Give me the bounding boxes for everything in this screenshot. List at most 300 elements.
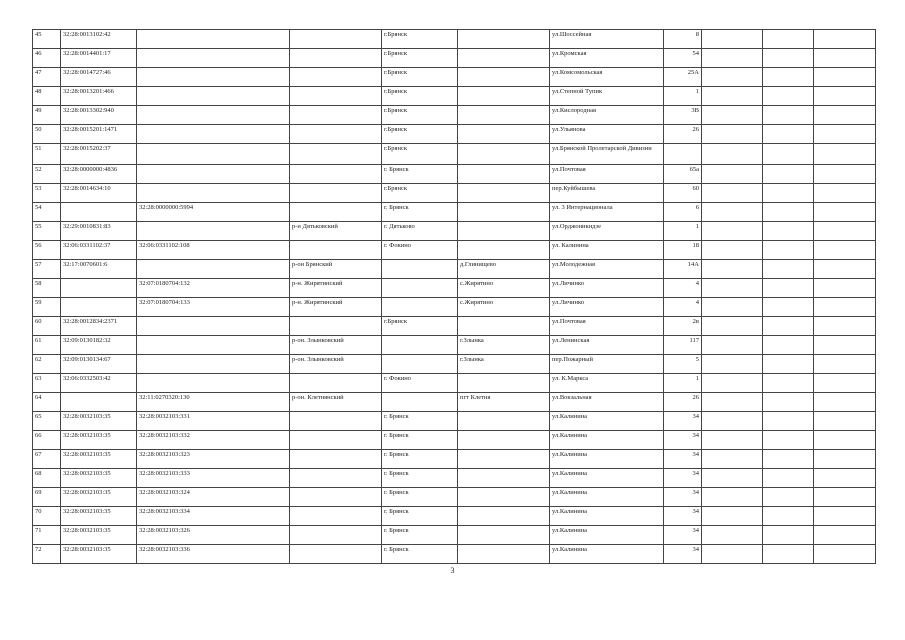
city-cell: г.Брянск — [382, 317, 458, 336]
table-row — [33, 30, 876, 49]
district-cell — [290, 507, 382, 526]
district-cell — [290, 125, 382, 144]
empty-cell — [702, 241, 763, 260]
table-row — [33, 450, 876, 469]
table-body — [33, 30, 876, 564]
house-number-cell: 34 — [664, 526, 702, 545]
district-cell — [290, 488, 382, 507]
city-cell: г.Брянск — [382, 87, 458, 106]
empty-cell — [702, 298, 763, 317]
settlement-cell — [458, 125, 550, 144]
empty-cell — [763, 184, 814, 203]
city-cell — [382, 355, 458, 374]
street-cell: ул.Калинина — [550, 469, 664, 488]
cadastral-number-cell: 32:28:0032103:35 — [61, 488, 137, 507]
empty-cell — [814, 260, 876, 279]
empty-cell — [814, 317, 876, 336]
cadastral-number-2-cell: 32:07:0180704:133 — [137, 298, 290, 317]
cadastral-number-cell — [61, 203, 137, 222]
empty-cell — [763, 526, 814, 545]
city-cell: г. Дятьково — [382, 222, 458, 241]
empty-cell — [763, 49, 814, 68]
table-row — [33, 260, 876, 279]
settlement-cell — [458, 412, 550, 431]
empty-cell — [814, 165, 876, 184]
city-cell: г. Брянск — [382, 469, 458, 488]
row-number-cell: 72 — [33, 545, 61, 564]
empty-cell — [763, 431, 814, 450]
district-cell — [290, 144, 382, 165]
empty-cell — [814, 412, 876, 431]
table-row — [33, 545, 876, 564]
house-number-cell: 34 — [664, 545, 702, 564]
city-cell: г.Брянск — [382, 184, 458, 203]
house-number-cell: 117 — [664, 336, 702, 355]
city-cell: г. Брянск — [382, 412, 458, 431]
empty-cell — [763, 393, 814, 412]
row-number-cell: 63 — [33, 374, 61, 393]
settlement-cell — [458, 49, 550, 68]
empty-cell — [702, 431, 763, 450]
cadastral-number-2-cell: 32:06:0331102:108 — [137, 241, 290, 260]
city-cell — [382, 393, 458, 412]
empty-cell — [814, 526, 876, 545]
empty-cell — [814, 30, 876, 49]
empty-cell — [702, 545, 763, 564]
city-cell: г.Брянск — [382, 68, 458, 87]
house-number-cell: 34 — [664, 450, 702, 469]
city-cell: г. Брянск — [382, 488, 458, 507]
house-number-cell: 65а — [664, 165, 702, 184]
cadastral-number-cell: 32:28:0013201:466 — [61, 87, 137, 106]
row-number-cell: 49 — [33, 106, 61, 125]
empty-cell — [702, 165, 763, 184]
cadastral-number-cell: 32:28:0032103:35 — [61, 450, 137, 469]
empty-cell — [763, 469, 814, 488]
house-number-cell: 2в — [664, 317, 702, 336]
cadastral-number-2-cell — [137, 49, 290, 68]
row-number-cell: 71 — [33, 526, 61, 545]
cadastral-number-cell: 32:28:0032103:35 — [61, 469, 137, 488]
settlement-cell — [458, 507, 550, 526]
district-cell — [290, 431, 382, 450]
empty-cell — [702, 184, 763, 203]
empty-cell — [763, 30, 814, 49]
row-number-cell: 47 — [33, 68, 61, 87]
table-row — [33, 412, 876, 431]
cadastral-number-2-cell — [137, 106, 290, 125]
row-number-cell: 68 — [33, 469, 61, 488]
cadastral-number-2-cell: 32:28:0032103:324 — [137, 488, 290, 507]
house-number-cell: 14А — [664, 260, 702, 279]
empty-cell — [763, 222, 814, 241]
table-row — [33, 144, 876, 165]
street-cell: ул.Калинина — [550, 545, 664, 564]
cadastral-number-2-cell — [137, 68, 290, 87]
district-cell: р-он. Злынковский — [290, 336, 382, 355]
city-cell: г.Брянск — [382, 49, 458, 68]
street-cell: пер.Куйбышева — [550, 184, 664, 203]
district-cell — [290, 30, 382, 49]
district-cell — [290, 317, 382, 336]
street-cell: ул.Шоссейная — [550, 30, 664, 49]
row-number-cell: 58 — [33, 279, 61, 298]
cadastral-number-cell: 32:28:0032103:35 — [61, 431, 137, 450]
cadastral-number-cell: 32:09:0130182:32 — [61, 336, 137, 355]
settlement-cell: с.Жирятино — [458, 279, 550, 298]
row-number-cell: 60 — [33, 317, 61, 336]
settlement-cell — [458, 184, 550, 203]
cadastral-number-cell: 32:28:0012834:2371 — [61, 317, 137, 336]
district-cell: р-н Дятьковский — [290, 222, 382, 241]
settlement-cell — [458, 87, 550, 106]
row-number-cell: 69 — [33, 488, 61, 507]
empty-cell — [814, 355, 876, 374]
cadastral-number-2-cell: 32:28:0032103:323 — [137, 450, 290, 469]
house-number-cell: 26 — [664, 125, 702, 144]
empty-cell — [814, 431, 876, 450]
settlement-cell: г.Злынка — [458, 336, 550, 355]
row-number-cell: 56 — [33, 241, 61, 260]
table-row — [33, 87, 876, 106]
cadastral-number-cell — [61, 298, 137, 317]
street-cell: ул.Ленинская — [550, 336, 664, 355]
street-cell: ул.Калинина — [550, 450, 664, 469]
cadastral-number-cell: 32:28:0032103:35 — [61, 545, 137, 564]
empty-cell — [702, 144, 763, 165]
empty-cell — [702, 106, 763, 125]
table-row — [33, 165, 876, 184]
empty-cell — [814, 336, 876, 355]
settlement-cell — [458, 68, 550, 87]
row-number-cell: 53 — [33, 184, 61, 203]
empty-cell — [814, 144, 876, 165]
district-cell — [290, 450, 382, 469]
settlement-cell — [458, 30, 550, 49]
empty-cell — [702, 30, 763, 49]
cadastral-number-2-cell — [137, 260, 290, 279]
table-row — [33, 203, 876, 222]
district-cell — [290, 165, 382, 184]
cadastral-number-cell: 32:17:0070601:6 — [61, 260, 137, 279]
table-row — [33, 336, 876, 355]
empty-cell — [702, 49, 763, 68]
street-cell: пер.Пожарный — [550, 355, 664, 374]
settlement-cell — [458, 526, 550, 545]
row-number-cell: 62 — [33, 355, 61, 374]
district-cell — [290, 68, 382, 87]
cadastral-number-cell: 32:28:0015202:37 — [61, 144, 137, 165]
cadastral-number-2-cell — [137, 374, 290, 393]
empty-cell — [702, 393, 763, 412]
cadastral-number-2-cell: 32:28:0000000:5994 — [137, 203, 290, 222]
street-cell: ул.Вокзальная — [550, 393, 664, 412]
street-cell: ул.Молодежная — [550, 260, 664, 279]
house-number-cell: 5 — [664, 355, 702, 374]
empty-cell — [763, 488, 814, 507]
empty-cell — [702, 336, 763, 355]
cadastral-number-2-cell — [137, 222, 290, 241]
house-number-cell: 60 — [664, 184, 702, 203]
district-cell — [290, 106, 382, 125]
empty-cell — [702, 87, 763, 106]
cadastral-number-cell: 32:28:0032103:35 — [61, 507, 137, 526]
table-row — [33, 488, 876, 507]
house-number-cell: 34 — [664, 507, 702, 526]
empty-cell — [702, 374, 763, 393]
row-number-cell: 51 — [33, 144, 61, 165]
street-cell: ул. Калинина — [550, 241, 664, 260]
table-row — [33, 68, 876, 87]
table-row — [33, 393, 876, 412]
district-cell — [290, 374, 382, 393]
house-number-cell: 18 — [664, 241, 702, 260]
row-number-cell: 67 — [33, 450, 61, 469]
city-cell — [382, 298, 458, 317]
table-row — [33, 241, 876, 260]
settlement-cell — [458, 144, 550, 165]
cadastral-number-cell: 32:28:0015201:1471 — [61, 125, 137, 144]
settlement-cell: г.Злынка — [458, 355, 550, 374]
table-row — [33, 526, 876, 545]
empty-cell — [763, 507, 814, 526]
empty-cell — [814, 469, 876, 488]
district-cell — [290, 545, 382, 564]
cadastral-number-2-cell: 32:28:0032103:326 — [137, 526, 290, 545]
empty-cell — [702, 68, 763, 87]
house-number-cell: 8 — [664, 30, 702, 49]
cadastral-number-cell — [61, 393, 137, 412]
district-cell: р-н. Жирятинский — [290, 298, 382, 317]
table-row — [33, 374, 876, 393]
row-number-cell: 52 — [33, 165, 61, 184]
row-number-cell: 48 — [33, 87, 61, 106]
table-row — [33, 298, 876, 317]
row-number-cell: 70 — [33, 507, 61, 526]
city-cell: г. Фокино — [382, 374, 458, 393]
empty-cell — [763, 260, 814, 279]
settlement-cell — [458, 450, 550, 469]
district-cell: р-он Брянский — [290, 260, 382, 279]
street-cell: ул. 3 Интернационала — [550, 203, 664, 222]
house-number-cell — [664, 144, 702, 165]
cadastral-number-2-cell — [137, 184, 290, 203]
empty-cell — [814, 507, 876, 526]
settlement-cell — [458, 317, 550, 336]
settlement-cell — [458, 431, 550, 450]
row-number-cell: 55 — [33, 222, 61, 241]
settlement-cell — [458, 222, 550, 241]
row-number-cell: 57 — [33, 260, 61, 279]
cadastral-number-2-cell — [137, 125, 290, 144]
street-cell: ул.Почтовая — [550, 317, 664, 336]
table-row — [33, 125, 876, 144]
empty-cell — [814, 279, 876, 298]
empty-cell — [763, 87, 814, 106]
house-number-cell: 3В — [664, 106, 702, 125]
empty-cell — [814, 241, 876, 260]
empty-cell — [763, 336, 814, 355]
street-cell: ул.Кислородная — [550, 106, 664, 125]
row-number-cell: 61 — [33, 336, 61, 355]
cadastral-number-2-cell — [137, 165, 290, 184]
settlement-cell — [458, 469, 550, 488]
settlement-cell: пгт Клетня — [458, 393, 550, 412]
empty-cell — [702, 222, 763, 241]
cadastral-number-2-cell: 32:28:0032103:336 — [137, 545, 290, 564]
house-number-cell: 4 — [664, 279, 702, 298]
street-cell: ул.Комсомольская — [550, 68, 664, 87]
empty-cell — [702, 450, 763, 469]
house-number-cell: 1 — [664, 87, 702, 106]
district-cell — [290, 184, 382, 203]
street-cell: ул. К.Маркса — [550, 374, 664, 393]
empty-cell — [763, 450, 814, 469]
empty-cell — [702, 279, 763, 298]
empty-cell — [763, 241, 814, 260]
empty-cell — [763, 106, 814, 125]
settlement-cell: с.Жирятино — [458, 298, 550, 317]
cadastral-number-2-cell: 32:11:0270320:130 — [137, 393, 290, 412]
street-cell: ул.Орджоникидзе — [550, 222, 664, 241]
street-cell: ул.Личинко — [550, 279, 664, 298]
empty-cell — [702, 260, 763, 279]
cadastral-number-cell: 32:09:0130134:67 — [61, 355, 137, 374]
house-number-cell: 34 — [664, 488, 702, 507]
district-cell — [290, 203, 382, 222]
table-row — [33, 431, 876, 450]
row-number-cell: 46 — [33, 49, 61, 68]
empty-cell — [814, 125, 876, 144]
cadastral-number-cell: 32:28:0000000:4836 — [61, 165, 137, 184]
empty-cell — [814, 545, 876, 564]
house-number-cell: 1 — [664, 222, 702, 241]
city-cell: г.Брянск — [382, 144, 458, 165]
row-number-cell: 65 — [33, 412, 61, 431]
house-number-cell: 25А — [664, 68, 702, 87]
cadastral-number-cell: 32:28:0014401:17 — [61, 49, 137, 68]
empty-cell — [702, 507, 763, 526]
table-row — [33, 317, 876, 336]
street-cell: ул.Степной Тупик — [550, 87, 664, 106]
empty-cell — [763, 144, 814, 165]
street-cell: ул.Калинина — [550, 488, 664, 507]
house-number-cell: 1 — [664, 374, 702, 393]
empty-cell — [814, 106, 876, 125]
city-cell — [382, 260, 458, 279]
district-cell — [290, 241, 382, 260]
table-row — [33, 49, 876, 68]
street-cell: ул.Почтовая — [550, 165, 664, 184]
empty-cell — [702, 355, 763, 374]
settlement-cell — [458, 165, 550, 184]
empty-cell — [763, 68, 814, 87]
table-row — [33, 222, 876, 241]
empty-cell — [814, 184, 876, 203]
empty-cell — [763, 298, 814, 317]
city-cell: г. Брянск — [382, 450, 458, 469]
empty-cell — [763, 545, 814, 564]
empty-cell — [814, 374, 876, 393]
table-row — [33, 507, 876, 526]
empty-cell — [763, 412, 814, 431]
cadastral-number-cell: 32:29:0010831:83 — [61, 222, 137, 241]
cadastral-number-cell: 32:28:0014634:10 — [61, 184, 137, 203]
cadastral-number-2-cell — [137, 355, 290, 374]
empty-cell — [702, 317, 763, 336]
table-row — [33, 355, 876, 374]
cadastral-number-2-cell — [137, 144, 290, 165]
row-number-cell: 66 — [33, 431, 61, 450]
table-row — [33, 106, 876, 125]
city-cell: г. Брянск — [382, 507, 458, 526]
row-number-cell: 64 — [33, 393, 61, 412]
city-cell: г. Брянск — [382, 545, 458, 564]
street-cell: ул.Калинина — [550, 526, 664, 545]
house-number-cell: 34 — [664, 412, 702, 431]
house-number-cell: 54 — [664, 49, 702, 68]
table-row — [33, 469, 876, 488]
row-number-cell: 45 — [33, 30, 61, 49]
empty-cell — [763, 203, 814, 222]
empty-cell — [814, 488, 876, 507]
district-cell — [290, 469, 382, 488]
cadastral-number-2-cell: 32:28:0032103:333 — [137, 469, 290, 488]
empty-cell — [763, 355, 814, 374]
district-cell: р-н. Жирятинский — [290, 279, 382, 298]
cadastral-number-2-cell: 32:28:0032103:332 — [137, 431, 290, 450]
settlement-cell — [458, 203, 550, 222]
settlement-cell — [458, 374, 550, 393]
empty-cell — [814, 222, 876, 241]
city-cell: г. Брянск — [382, 431, 458, 450]
house-number-cell: 4 — [664, 298, 702, 317]
district-cell — [290, 526, 382, 545]
empty-cell — [702, 203, 763, 222]
empty-cell — [763, 279, 814, 298]
cadastral-number-2-cell: 32:28:0032103:334 — [137, 507, 290, 526]
empty-cell — [814, 87, 876, 106]
empty-cell — [763, 165, 814, 184]
empty-cell — [814, 450, 876, 469]
city-cell: г. Брянск — [382, 203, 458, 222]
district-cell: р-он. Клетнянский — [290, 393, 382, 412]
settlement-cell: д.Глинищево — [458, 260, 550, 279]
city-cell: г.Брянск — [382, 30, 458, 49]
street-cell: ул.Калинина — [550, 412, 664, 431]
empty-cell — [763, 374, 814, 393]
table-row — [33, 184, 876, 203]
district-cell — [290, 49, 382, 68]
empty-cell — [702, 125, 763, 144]
city-cell — [382, 336, 458, 355]
settlement-cell — [458, 241, 550, 260]
settlement-cell — [458, 488, 550, 507]
row-number-cell: 59 — [33, 298, 61, 317]
cadastral-number-2-cell — [137, 336, 290, 355]
house-number-cell: 34 — [664, 469, 702, 488]
empty-cell — [763, 317, 814, 336]
cadastral-number-cell: 32:28:0013102:42 — [61, 30, 137, 49]
street-cell: ул.Брянской Пролетарской Дивизии — [550, 144, 664, 165]
page-number: 3 — [450, 566, 455, 575]
cadastral-number-cell: 32:28:0032103:35 — [61, 412, 137, 431]
empty-cell — [814, 68, 876, 87]
street-cell: ул.Калинина — [550, 507, 664, 526]
empty-cell — [763, 125, 814, 144]
cadastral-number-cell: 32:06:0332503:42 — [61, 374, 137, 393]
empty-cell — [702, 488, 763, 507]
